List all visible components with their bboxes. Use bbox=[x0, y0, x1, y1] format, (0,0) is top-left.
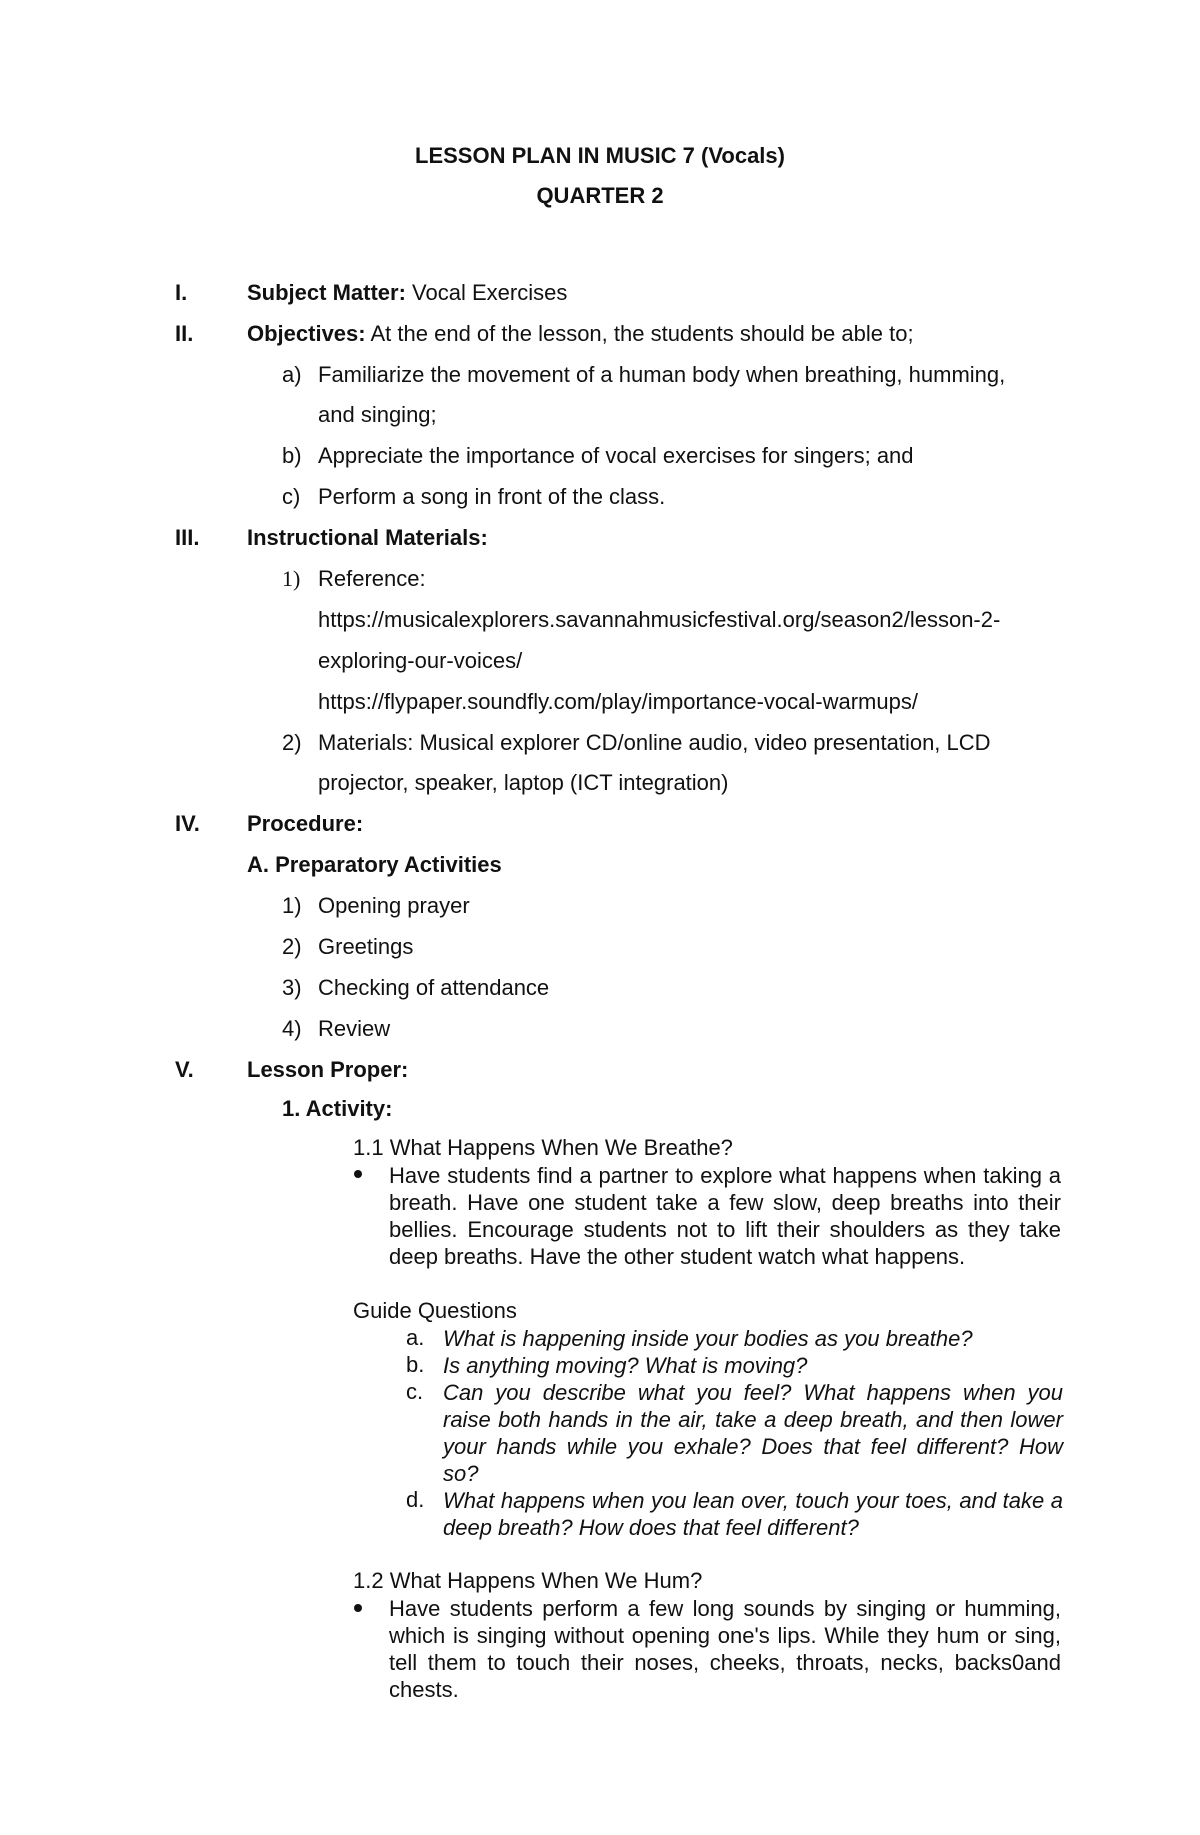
activity-1-1-instruction: Have students find a partner to explore what happens when taking a breath. Have one student take a few slow, deep breaths into their bellies. Encourage students not to lift their shoulders as they take deep breaths. Have the other student watch what happens. bbox=[389, 1163, 1061, 1269]
list-marker: c. bbox=[406, 1379, 424, 1404]
reference-url-2[interactable]: https://flypaper.soundfly.com/play/importance-vocal-warmups/ bbox=[318, 689, 918, 714]
objective-b: Appreciate the importance of vocal exercises for singers; and bbox=[318, 443, 914, 468]
guide-question-a: What is happening inside your bodies as you breathe? bbox=[443, 1326, 973, 1351]
section-number: IV. bbox=[175, 811, 200, 836]
subject-matter-line bbox=[247, 280, 567, 306]
lesson-proper-label: Lesson Proper: bbox=[247, 1057, 409, 1082]
preparatory-activities-heading: A. Preparatory Activities bbox=[247, 852, 502, 877]
guide-questions-label: Guide Questions bbox=[353, 1298, 517, 1323]
list-item: Greetings bbox=[318, 934, 414, 959]
section-number: I. bbox=[175, 280, 188, 305]
objectives-line bbox=[247, 321, 914, 347]
reference-url-1-line2[interactable]: exploring-our-voices/ bbox=[318, 648, 523, 673]
guide-question-d: What happens when you lean over, touch your toes, and take a deep breath? How does that feel different? bbox=[443, 1488, 1063, 1540]
bullet-icon bbox=[354, 1604, 362, 1612]
list-marker: 4) bbox=[282, 1016, 302, 1041]
activity-heading: 1. Activity: bbox=[282, 1096, 393, 1121]
subject-matter-value: Vocal Exercises bbox=[405, 280, 568, 305]
list-marker: d. bbox=[406, 1487, 425, 1512]
objective-a-line1: Familiarize the movement of a human body when breathing, humming, bbox=[318, 362, 1006, 387]
section-number: II. bbox=[175, 321, 194, 346]
reference-url-1-line1[interactable]: https://musicalexplorers.savannahmusicfestival.org/season2/lesson-2- bbox=[318, 607, 1001, 632]
objectives-intro: At the end of the lesson, the students should be able to; bbox=[365, 321, 914, 346]
objective-a-line2: and singing; bbox=[318, 402, 437, 427]
subject-matter-label: Subject Matter: bbox=[247, 280, 406, 305]
activity-1-2-instruction: Have students perform a few long sounds by singing or humming, which is singing without opening one's lips. While they hum or sing, tell them to touch their noses, cheeks, throats, necks, backs0and chests. bbox=[389, 1596, 1061, 1702]
page-title: LESSON PLAN IN MUSIC 7 (Vocals) bbox=[415, 143, 785, 168]
list-marker: c) bbox=[282, 484, 301, 509]
reference-label: Reference: bbox=[318, 566, 426, 591]
list-marker: 2) bbox=[282, 934, 302, 959]
page-subtitle: QUARTER 2 bbox=[536, 183, 664, 208]
activity-1-2-title: 1.2 What Happens When We Hum? bbox=[353, 1568, 703, 1593]
list-marker: 3) bbox=[282, 975, 302, 1000]
list-marker: b. bbox=[406, 1352, 425, 1377]
list-marker: a. bbox=[406, 1325, 425, 1350]
guide-question-b: Is anything moving? What is moving? bbox=[443, 1353, 808, 1378]
section-number: V. bbox=[175, 1057, 194, 1082]
list-marker: 1) bbox=[282, 566, 301, 591]
instructional-materials-label: Instructional Materials: bbox=[247, 525, 488, 550]
materials-line2: projector, speaker, laptop (ICT integration) bbox=[318, 770, 729, 795]
list-marker: a) bbox=[282, 362, 302, 387]
list-marker: b) bbox=[282, 443, 302, 468]
activity-1-1-title: 1.1 What Happens When We Breathe? bbox=[353, 1135, 733, 1160]
list-item: Checking of attendance bbox=[318, 975, 550, 1000]
section-number: III. bbox=[175, 525, 200, 550]
guide-question-c: Can you describe what you feel? What happens when you raise both hands in the air, take a deep breath, and then lower your hands while you exhale? Does that feel different? How so? bbox=[443, 1380, 1063, 1486]
list-item: Review bbox=[318, 1016, 391, 1041]
objectives-label: Objectives: bbox=[247, 321, 366, 346]
materials-line1: Materials: Musical explorer CD/online audio, video presentation, LCD bbox=[318, 730, 991, 755]
list-marker: 1) bbox=[282, 893, 302, 918]
list-item: Opening prayer bbox=[318, 893, 470, 918]
objective-c: Perform a song in front of the class. bbox=[318, 484, 666, 509]
procedure-label: Procedure: bbox=[247, 811, 364, 836]
list-marker: 2) bbox=[282, 730, 302, 755]
bullet-icon bbox=[354, 1170, 362, 1178]
